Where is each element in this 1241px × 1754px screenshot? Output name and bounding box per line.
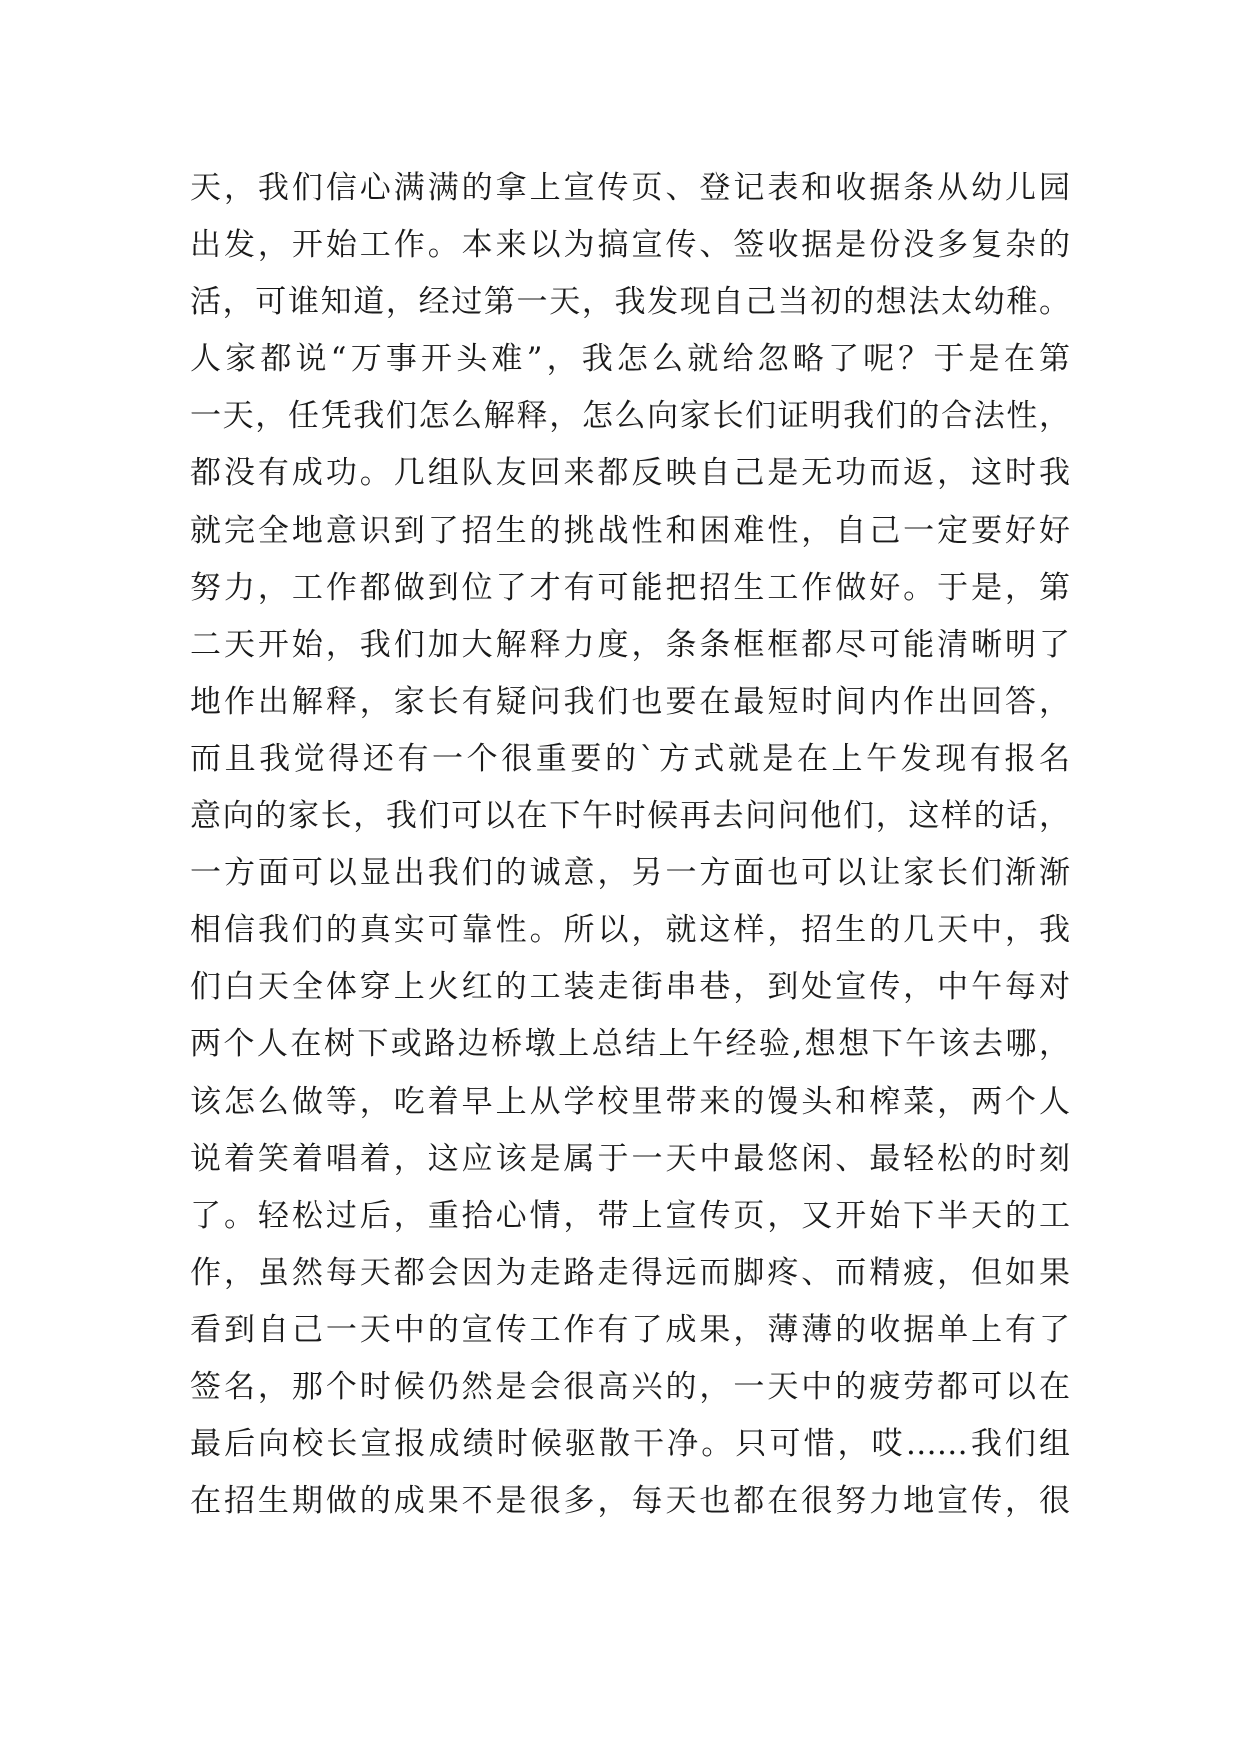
text-line: 说着笑着唱着，这应该是属于一天中最悠闲、最轻松的时刻 — [190, 1140, 1070, 1177]
text-line: 出发，开始工作。本来以为搞宣传、签收据是份没多复杂的 — [190, 227, 1070, 264]
text-line: 作，虽然每天都会因为走路走得远而脚疼、而精疲，但如果 — [190, 1254, 1070, 1291]
text-line: 都没有成功。几组队友回来都反映自己是无功而返，这时我 — [190, 455, 1070, 492]
text-line: 相信我们的真实可靠性。所以，就这样，招生的几天中，我 — [190, 912, 1070, 949]
text-line: 在招生期做的成果不是很多，每天也都在很努力地宣传，很 — [190, 1483, 1070, 1520]
text-line: 而且我觉得还有一个很重要的`方式就是在上午发现有报名 — [190, 740, 1070, 777]
text-line: 最后向校长宣报成绩时候驱散干净。只可惜，哎……我们组 — [190, 1426, 1070, 1463]
text-line: 该怎么做等，吃着早上从学校里带来的馒头和榨菜，两个人 — [190, 1083, 1070, 1120]
text-line: 地作出解释，家长有疑问我们也要在最短时间内作出回答， — [190, 683, 1070, 720]
text-line: 一方面可以显出我们的诚意，另一方面也可以让家长们渐渐 — [190, 855, 1070, 892]
text-line: 了。轻松过后，重拾心情，带上宣传页，又开始下半天的工 — [190, 1197, 1070, 1234]
body-text — [190, 160, 1070, 1530]
text-line: 看到自己一天中的宣传工作有了成果，薄薄的收据单上有了 — [190, 1311, 1070, 1348]
text-line: 天，我们信心满满的拿上宣传页、登记表和收据条从幼儿园 — [190, 170, 1070, 206]
text-line: 两个人在树下或路边桥墩上总结上午经验,想想下午该去哪， — [190, 1026, 1070, 1063]
text-line: 一天，任凭我们怎么解释，怎么向家长们证明我们的合法性， — [190, 398, 1070, 435]
text-line: 活，可谁知道，经过第一天，我发现自己当初的想法太幼稚。 — [190, 284, 1070, 321]
text-line: 们白天全体穿上火红的工装走街串巷，到处宣传，中午每对 — [190, 969, 1070, 1006]
text-line: 意向的家长，我们可以在下午时候再去问问他们，这样的话， — [190, 798, 1070, 835]
text-line: 人家都说“万事开头难”，我怎么就给忽略了呢？于是在第 — [190, 341, 1070, 378]
text-line: 二天开始，我们加大解释力度，条条框框都尽可能清晰明了 — [190, 626, 1070, 663]
text-line: 签名，那个时候仍然是会很高兴的，一天中的疲劳都可以在 — [190, 1368, 1070, 1405]
text-line: 就完全地意识到了招生的挑战性和困难性，自己一定要好好 — [190, 512, 1070, 549]
text-line: 努力，工作都做到位了才有可能把招生工作做好。于是，第 — [190, 569, 1070, 606]
